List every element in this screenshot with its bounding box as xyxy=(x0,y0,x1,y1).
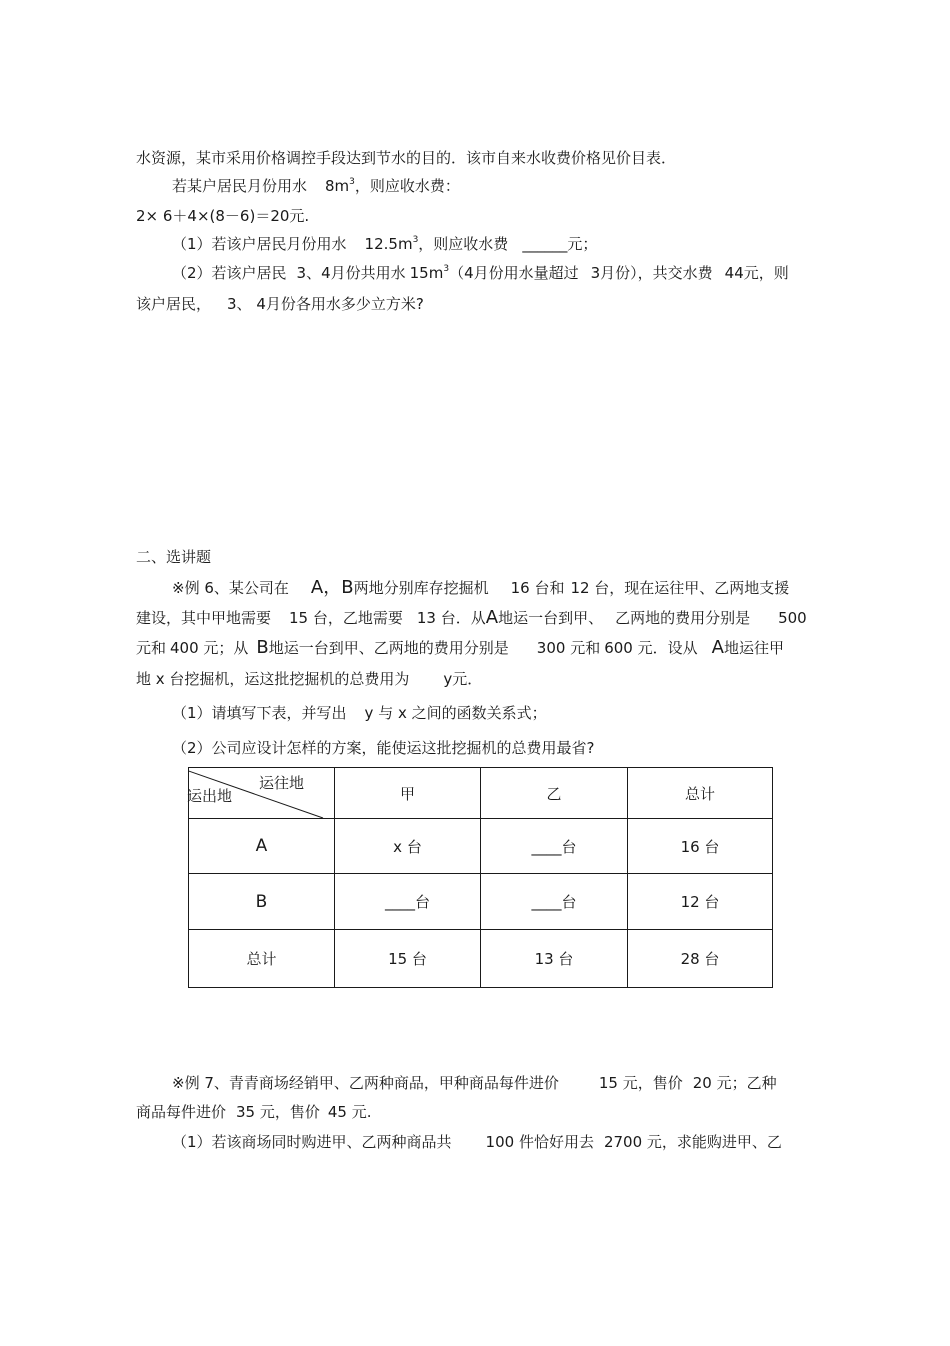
table-cell: 28 台 xyxy=(628,930,773,988)
table-header-row xyxy=(189,768,773,819)
answer-blank: ______ xyxy=(522,235,568,253)
row-label: B xyxy=(189,874,335,930)
origin-label: 运出地 xyxy=(187,787,233,805)
example-6-part-2: （2）公司应设计怎样的方案，能使运这批挖掘机的总费用最省? xyxy=(172,739,595,757)
distribution-table xyxy=(188,767,773,988)
row-label: 总计 xyxy=(189,930,335,988)
header-jia: 甲 xyxy=(335,768,481,819)
example-7-part-1: （1）若该商场同时购进甲、乙两种商品共 100 件恰好用去 2700 元，求能购进甲、乙 xyxy=(172,1133,782,1151)
section-title: 二、选讲题 xyxy=(136,548,212,566)
question-2-line-1: （2）若该户居民 3、4月份共用水 $15m^3(4$月份用水量超过 3月份），共交水费 44元，则 xyxy=(172,264,789,282)
example-7-line-1: ※例 7、青青商场经销甲、乙两种商品，甲种商品每件进价 15 元，售价 20 元；乙种 xyxy=(172,1074,777,1092)
table-cell: 13 台 xyxy=(481,930,628,988)
question-2-line-2: 该户居民， 3、 4月份各用水多少立方米? xyxy=(136,295,424,313)
diagonal-header-cell xyxy=(189,768,335,819)
header-yi: 乙 xyxy=(481,768,628,819)
example-7-line-2: 商品每件进价 35 元，售价 45 元. xyxy=(136,1103,372,1121)
intro-line-3: 2× 6＋4×(8－6)＝20元. xyxy=(136,207,310,225)
table-row xyxy=(189,874,773,930)
table-cell: ____台 xyxy=(335,874,481,930)
question-1: （1）若该户居民月份用水 $12.5m^3$，则应收水费 ______元； xyxy=(172,235,598,253)
destination-label: 运往地 xyxy=(258,774,304,792)
table-cell: ____台 xyxy=(481,874,628,930)
example-6-part-1: （1）请填写下表，并写出 y 与 x 之间的函数关系式； xyxy=(172,704,547,722)
example-6-line-2: 建设，其中甲地需要 15 台，乙地需要 13 台．从A地运一台到甲、 乙两地的费用分别是 500 xyxy=(136,607,807,628)
table-cell: x 台 xyxy=(335,819,481,874)
table-cell: 12 台 xyxy=(628,874,773,930)
table-row xyxy=(189,930,773,988)
table-row xyxy=(189,819,773,874)
row-label: A xyxy=(189,819,335,874)
table-cell: ____台 xyxy=(481,819,628,874)
table-cell: 16 台 xyxy=(628,819,773,874)
intro-line-1: 水资源，某市采用价格调控手段达到节水的目的．该市自来水收费价格见价目表． xyxy=(136,149,677,167)
table-cell: 15 台 xyxy=(335,930,481,988)
example-6-line-3: 元和 400 元；从 B地运一台到甲、乙两地的费用分别是 300 元和 600 元．设从 A地运往甲 xyxy=(136,637,784,658)
example-6-line-1: ※例 6、某公司在 A，B两地分别库存挖掘机 16 台和 12 台，现在运往甲、乙两地支援 xyxy=(172,577,790,598)
intro-line-2: 若某户居民月份用水 $8m^3$，则应收水费： xyxy=(172,177,460,195)
example-6-line-4: 地 x 台挖掘机，运这批挖掘机的总费用为 y元． xyxy=(136,670,483,688)
header-total: 总计 xyxy=(628,768,773,819)
